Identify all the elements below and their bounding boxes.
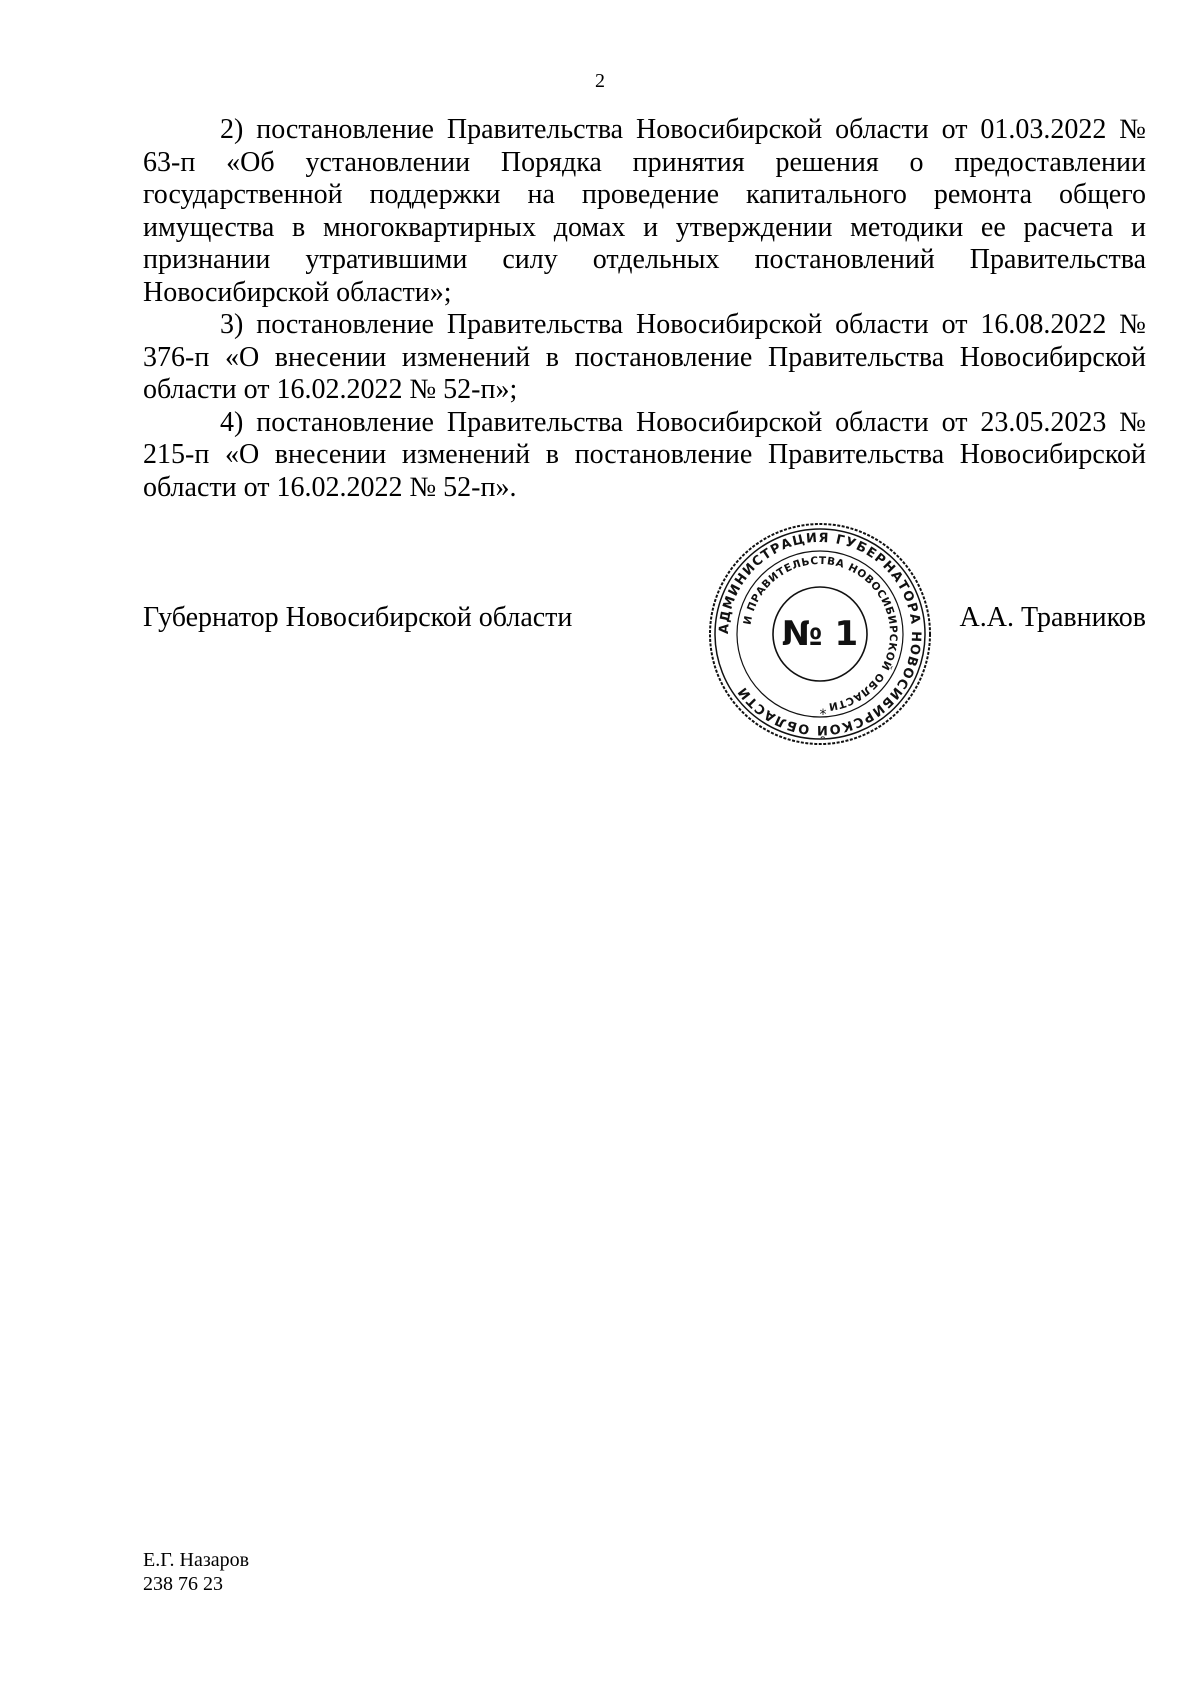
page-number: 2 — [595, 70, 605, 92]
executor-block — [143, 1548, 249, 1596]
official-seal — [707, 521, 933, 747]
seal-inner-text: И ПРАВИТЕЛЬСТВА НОВОСИБИРСКОЙ ОБЛАСТИ — [741, 554, 900, 713]
document-body — [143, 114, 1146, 504]
seal-center-number: № 1 — [781, 614, 859, 654]
seal-star-icon: * — [819, 707, 827, 723]
signatory-position: Губернатор Новосибирской области — [143, 602, 573, 633]
signatory-name: А.А. Травников — [959, 602, 1146, 633]
signature-block — [143, 602, 1146, 642]
list-item-4: 4) постановление Правительства Новосибирской области от 23.05.2023 № 215-п «О внесении изменений в постановление Правительства Новосибирской области от 16.02.2022 № 52-п». — [143, 406, 1146, 503]
executor-name: Е.Г. Назаров — [143, 1549, 250, 1571]
list-item-3: 3) постановление Правительства Новосибирской области от 16.08.2022 № 376-п «О внесении изменений в постановление Правительства Новосибирской области от 16.02.2022 № 52-п»; — [143, 309, 1146, 405]
executor-phone: 238 76 23 — [143, 1573, 223, 1595]
list-item-2: 2) постановление Правительства Новосибирской области от 01.03.2022 № 63-п «Об установлении Порядка принятия решения о предоставлении государственной поддержки на проведение капитального ремонта общего имущества в многоквартирных домах и утверждении методики ее расчета и признании утратившими силу отдельных постановлений Правительства Новосибирской области»; — [143, 114, 1146, 308]
seal-outer-text: АДМИНИСТРАЦИЯ ГУБЕРНАТОРА НОВОСИБИРСКОЙ ОБЛАСТИ — [716, 530, 924, 738]
